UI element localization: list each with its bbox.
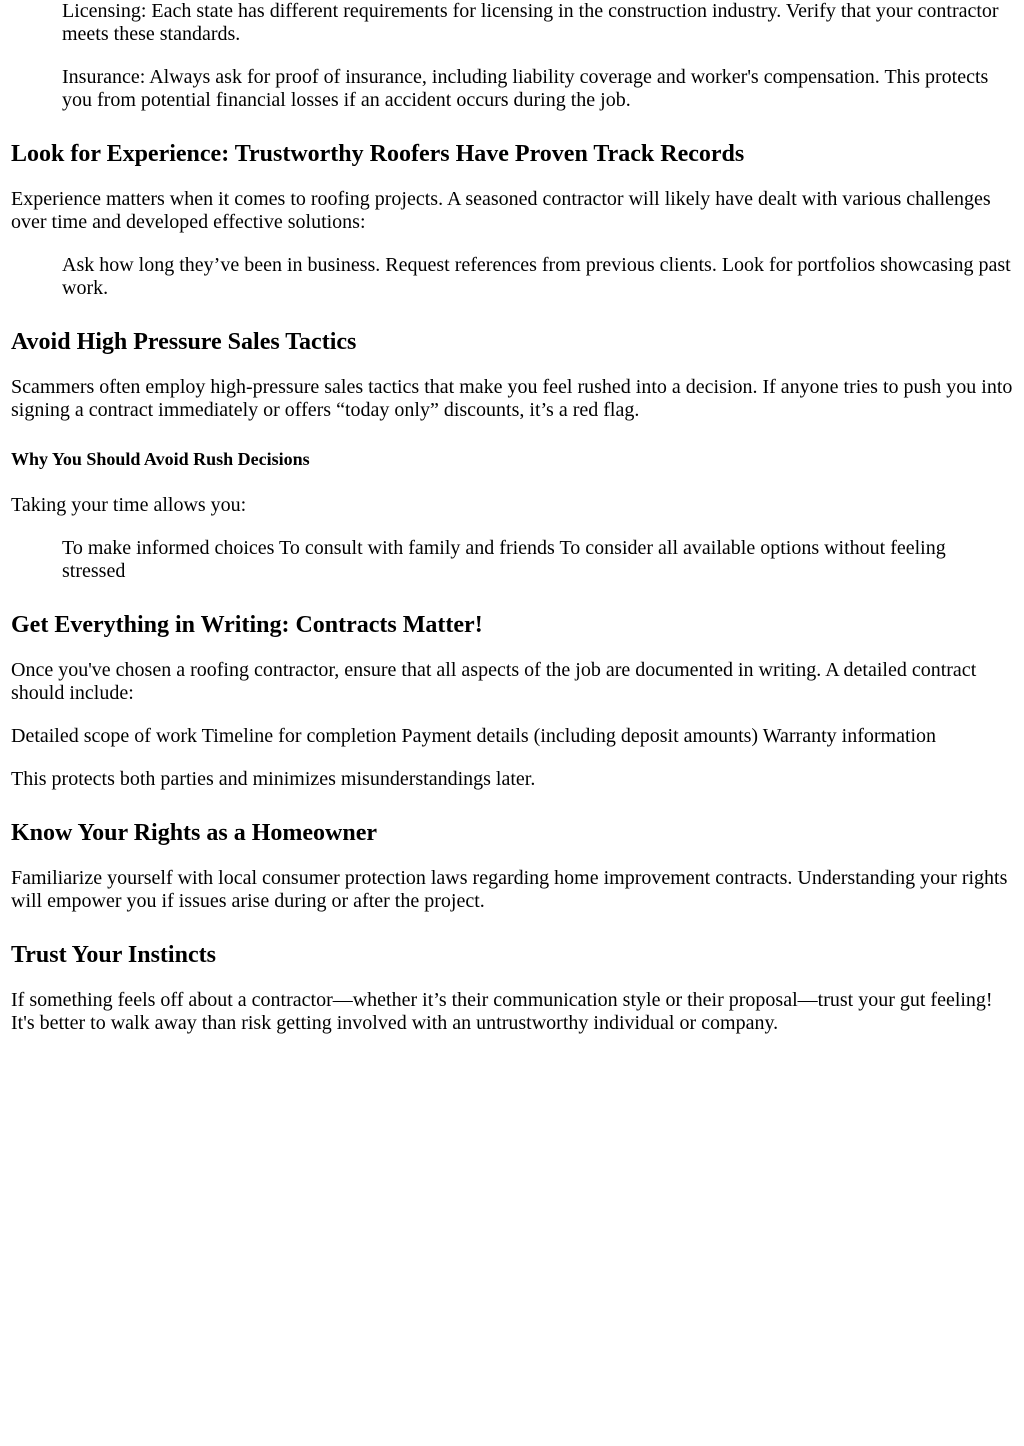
- rush-decisions-paragraph: Taking your time allows you:: [11, 494, 247, 516]
- licensing-insurance-quote: [62, 0, 1014, 112]
- instincts-paragraph: If something feels off about a contractor—whether it’s their communication style or their proposal—trust your gut feeling! It's better to walk away than risk getting involved with an untrustworthy individual or company.: [11, 989, 993, 1034]
- insurance-paragraph: Insurance: Always ask for proof of insurance, including liability coverage and worker's compensation. This protects you from potential financial losses if an accident occurs during the job.: [62, 66, 989, 111]
- experience-heading: Look for Experience: Trustworthy Roofers Have Proven Track Records: [11, 141, 745, 167]
- experience-quote-text: Ask how long they’ve been in business. Request references from previous clients. Look for portfolios showcasing past work.: [62, 254, 1011, 299]
- rush-decisions-subheading: Why You Should Avoid Rush Decisions: [11, 449, 310, 469]
- writing-closing-paragraph: This protects both parties and minimizes misunderstandings later.: [11, 768, 536, 790]
- experience-quote: [62, 254, 1014, 300]
- pressure-paragraph: Scammers often employ high-pressure sales tactics that make you feel rushed into a decision. If anyone tries to push you into signing a contract immediately or offers “today only” discounts, it’s a red flag.: [11, 376, 1013, 421]
- licensing-paragraph: Licensing: Each state has different requirements for licensing in the construction industry. Verify that your contractor meets these standards.: [62, 0, 999, 45]
- rush-decisions-quote-text: To make informed choices To consult with family and friends To consider all available options without feeling stressed: [62, 537, 946, 582]
- rights-paragraph: Familiarize yourself with local consumer protection laws regarding home improvement contracts. Understanding your rights will empower you if issues arise during or after the project.: [11, 867, 1008, 912]
- rush-decisions-quote: [62, 537, 1014, 583]
- pressure-heading: Avoid High Pressure Sales Tactics: [11, 329, 357, 355]
- writing-heading: Get Everything in Writing: Contracts Matter!: [11, 612, 483, 638]
- writing-paragraph: Once you've chosen a roofing contractor, ensure that all aspects of the job are documented in writing. A detailed contract should include:: [11, 659, 977, 704]
- instincts-heading: Trust Your Instincts: [11, 942, 216, 968]
- experience-paragraph: Experience matters when it comes to roofing projects. A seasoned contractor will likely have dealt with various challenges over time and developed effective solutions:: [11, 188, 991, 233]
- contract-items-paragraph: Detailed scope of work Timeline for completion Payment details (including deposit amounts) Warranty information: [11, 725, 937, 747]
- rights-heading: Know Your Rights as a Homeowner: [11, 820, 378, 846]
